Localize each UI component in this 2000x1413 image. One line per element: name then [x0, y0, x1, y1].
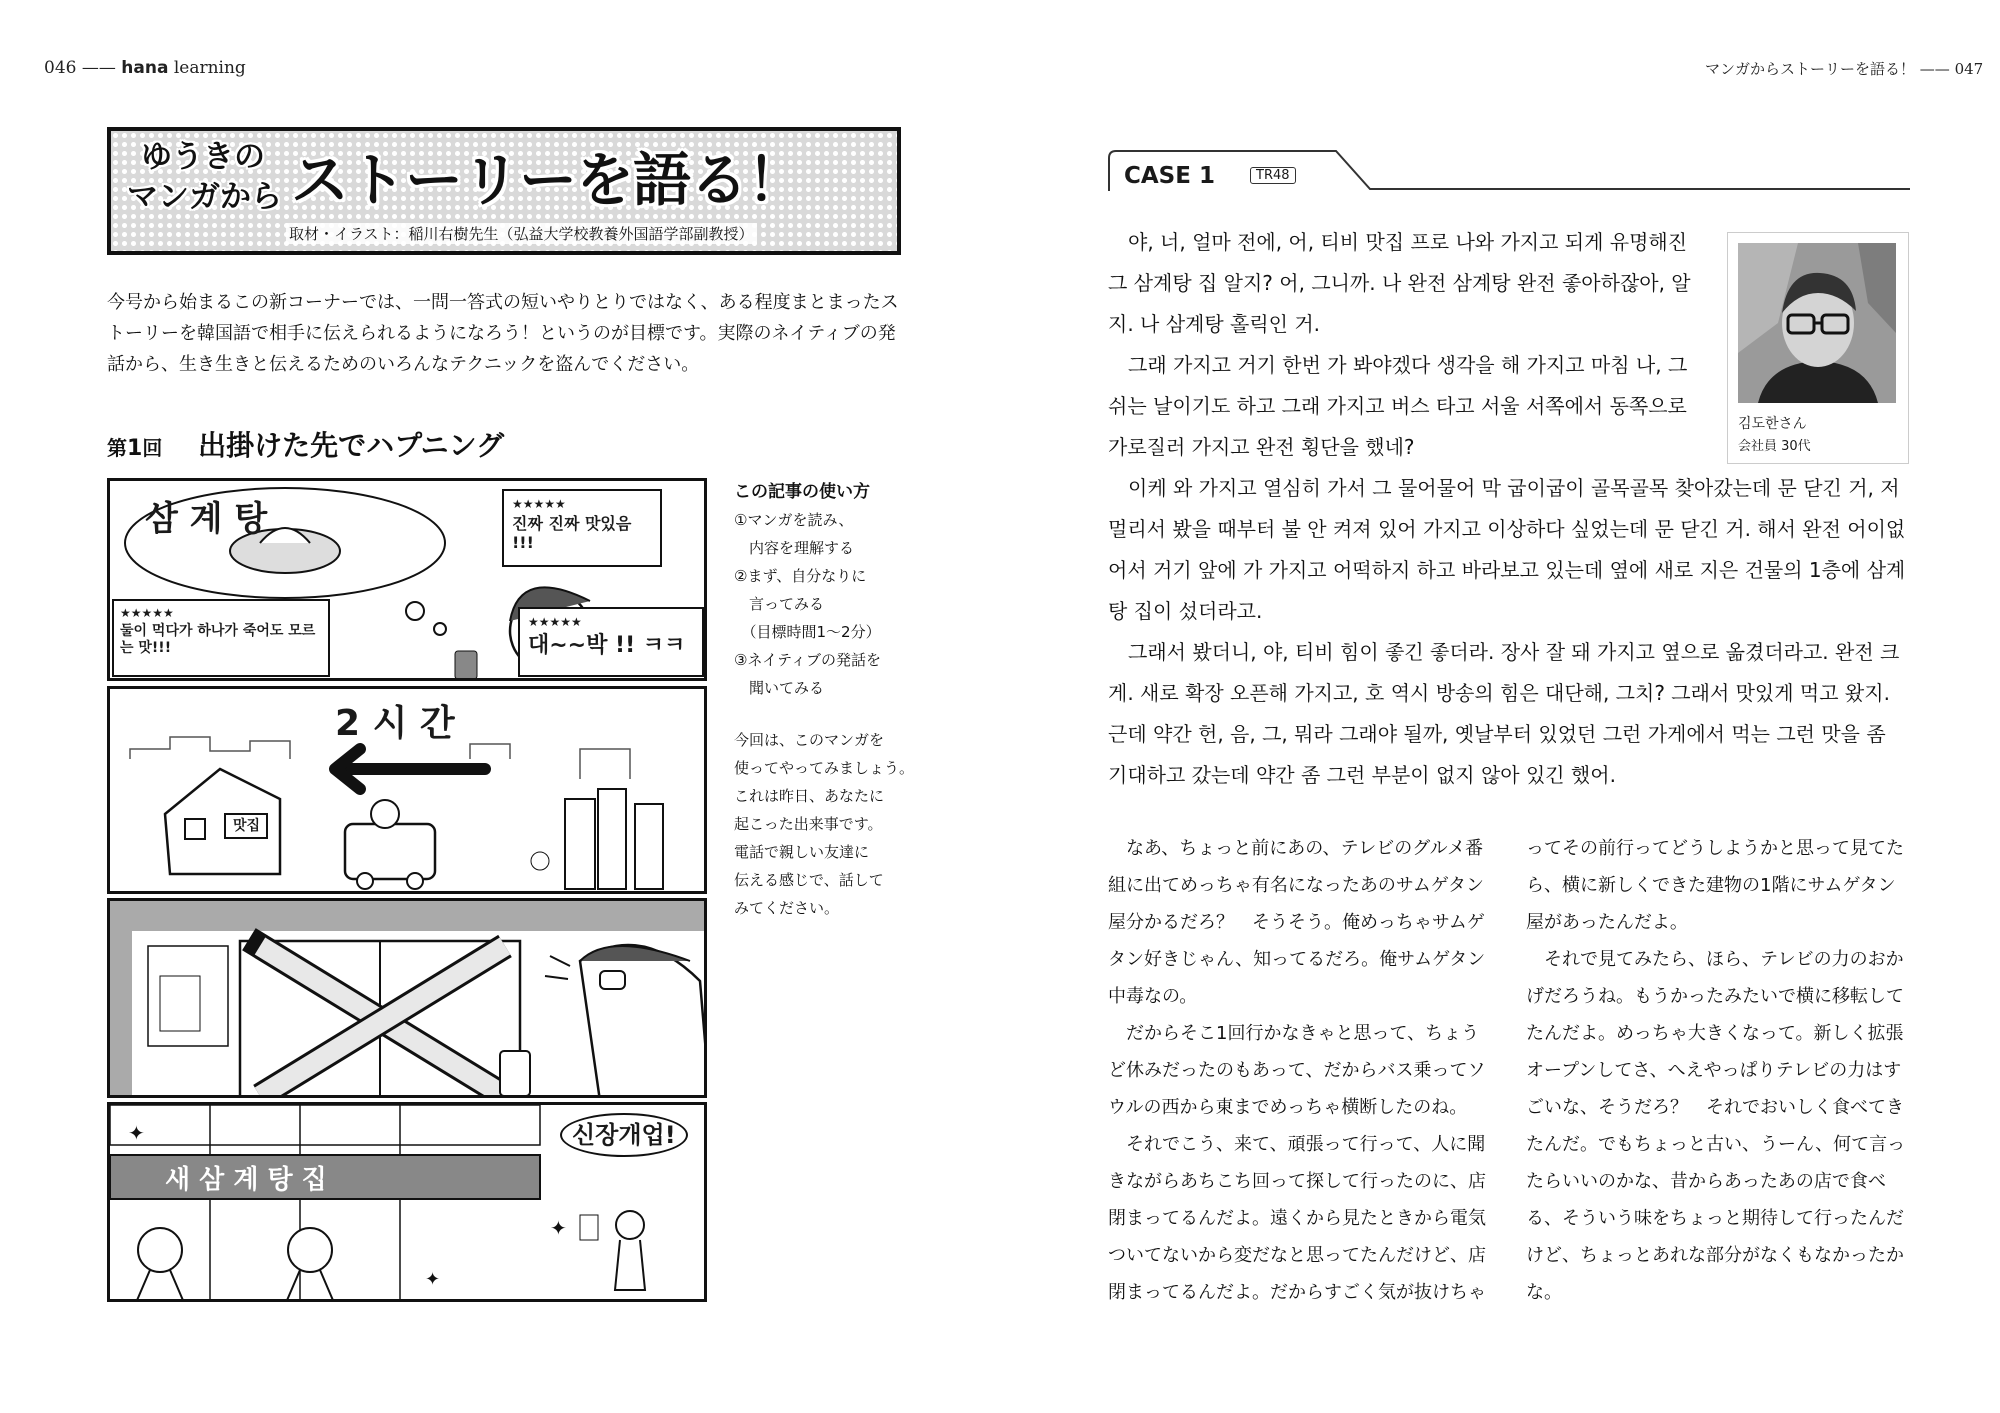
page-number-right: 047 [1954, 60, 1984, 78]
grand-opening-bubble: 신장개업! [560, 1113, 688, 1157]
howto-note-line: 伝える感じで、話して [734, 871, 884, 889]
japanese-paragraph: それでこう、来て、頑張って行って、人に聞きながらあちこち回って探して行ったのに、店閉まってるんだよ。遠くから見たときから電気ついてないから変だなと思ってたんだけど、店閉まってるんだよ。だからすごく気が抜けちゃってその前行ってどうしようかと思って見てたら、横に新しくできた建物の1階にサムゲタン屋があったんだよ。 [1108, 838, 1904, 1303]
right-folio: マンガからストーリーを語る！ —— 047 [1705, 60, 1984, 78]
brand-hana: hana [121, 58, 169, 78]
left-folio: 046 —— hana learning [44, 58, 246, 78]
track-badge: TR48 [1250, 167, 1296, 184]
new-shop-sign: 새 삼 계 탕 집 [165, 1165, 327, 1195]
section-title [107, 424, 504, 464]
restaurant-sign: 맛집 [233, 818, 261, 834]
section-prefix: 第 [107, 436, 127, 460]
howto-note-line: みてください。 [734, 899, 840, 917]
review-bubble-3 [518, 607, 704, 677]
review-stars-2: ★★★★★ [120, 606, 174, 620]
review-stars-1: ★★★★★ [512, 497, 566, 511]
howto-note-line: 電話で親しい友達に [734, 843, 870, 861]
japanese-translation [1108, 830, 1908, 1320]
right-section-name: マンガからストーリーを語る！ [1705, 60, 1916, 78]
speaker-name: 김도한 [1738, 416, 1779, 432]
review-bubble-2 [112, 599, 330, 677]
korean-paragraph: 그래 가지고 거기 한번 가 봐야겠다 생각을 해 가지고 마침 나, 그 쉬는 날이기도 하고 그래 가지고 버스 타고 서울 서쪽에서 동쪽으로 가로질러 가지고 완전 횡단을 했네? [1108, 353, 1688, 459]
howto-step: ②まず、自分なりに [734, 567, 867, 585]
speaker-honorific: さん [1778, 416, 1807, 432]
review-stars-3: ★★★★★ [528, 615, 582, 629]
howto-step: 言ってみる [734, 595, 825, 613]
title-main: ストーリーを語る！ [291, 146, 805, 214]
manga-panel-4 [107, 1102, 707, 1302]
speaker-job: 会社員 30代 [1738, 439, 1811, 454]
svg-text:✦: ✦ [550, 1216, 567, 1240]
brand-learning: learning [173, 58, 246, 78]
review-text-3: 대~~박 !! ㅋㅋ [528, 633, 686, 658]
case-header-rule [1108, 150, 1910, 192]
howto-step: 内容を理解する [734, 539, 855, 557]
howto-note-line: 使ってやってみましょう。 [734, 759, 915, 777]
japanese-paragraph: だからそこ1回行かなきゃと思って、ちょうど休みだったのもあって、だからバス乗ってソウルの西から東までめっちゃ横断したのね。 [1108, 1023, 1486, 1118]
korean-paragraph: 그래서 봤더니, 야, 티비 힘이 좋긴 좋더라. 장사 잘 돼 가지고 옆으로 옮겼더라고. 완전 크게. 새로 확장 오픈해 가지고, 호 역시 방송의 힘은 대단해, 그치? 그래서 맛있게 먹고 왔지. 근데 약간 헌, 음, 그, 뭐라 그래야 될까, 옛날부터 있었던 그런 가게에서 먹는 그런 맛을 좀 기대하고 갔는데 약간 좀 그런 부분이 없지 않아 있긴 했어. [1108, 640, 1900, 787]
section-number: 1 [127, 436, 143, 461]
howto-step: ①マンガを読み、 [734, 511, 854, 529]
svg-text:✦: ✦ [128, 1121, 145, 1145]
manga-panel-1 [107, 478, 707, 681]
korean-paragraph: 야, 너, 얼마 전에, 어, 티비 맛집 프로 나와 가지고 되게 유명해진 그 삼계탕 집 알지? 어, 그니까. 나 완전 삼계탕 완전 좋아하잖아, 알지. 나 삼계탕 홀릭인 거. [1108, 230, 1691, 336]
howto-note-line: 起こった出来事です。 [734, 815, 883, 833]
review-text-1: 진짜 진짜 맛있음 !!! [512, 514, 632, 552]
thought-text: 삼 계 탕 [145, 499, 268, 539]
howto-step: （目標時間1〜2分） [734, 623, 881, 641]
review-bubble-1 [502, 489, 662, 567]
howto-heading: この記事の使い方 [734, 482, 870, 502]
howto-note-line: 今回は、このマンガを [734, 731, 885, 749]
howto-step: ③ネイティブの発話を [734, 651, 881, 669]
manga-panel-2 [107, 686, 707, 894]
svg-text:✦: ✦ [425, 1269, 441, 1290]
intro-text: 今号から始まるこの新コーナーでは、一問一答式の短いやりとりではなく、ある程度まとまったストーリーを韓国語で相手に伝えられるようになろう！というのが目標です。実際のネイティブの発話から、生き生きと伝えるためのいろんなテクニックを盗んでください。 [107, 292, 899, 375]
title-line1: ゆうきの [141, 139, 265, 175]
title-credit: 取材・イラスト：稲川右樹先生（弘益大学校教養外国語学部副教授） [286, 223, 757, 244]
closed-shop-illustration [110, 901, 707, 1098]
korean-transcript [1108, 222, 1908, 796]
title-line2: マンガから [127, 179, 282, 215]
section-heading: 出掛けた先でハプニング [198, 429, 505, 462]
review-text-2: 둘이 먹다가 하나가 죽어도 모르는 맛!!! [120, 623, 316, 656]
title-box [107, 127, 901, 255]
japanese-paragraph: なあ、ちょっと前にあの、テレビのグルメ番組に出てめっちゃ有名になったあのサムゲタン屋分かるだろ？ そうそう。俺めっちゃサムゲタン好きじゃん、知ってるだろ。俺サムゲタン中毒なの。 [1108, 838, 1486, 1007]
manga-panel-3 [107, 898, 707, 1098]
japanese-paragraph: それで見てみたら、ほら、テレビの力のおかげだろうね。もうかったみたいで横に移転してたんだよ。めっちゃ大きくなって。新しく拡張オープンしてさ、へえやっぱりテレビの力はすごいな、そうだろ？ それでおいしく食べてきたんだ。でもちょっと古い、うーん、何て言ったらいいのかな、昔からあったあの店で食べる、そういう味をちょっと期待して行ったんだけど、ちょっとあれな部分がなくもなかったかな。 [1526, 949, 1906, 1303]
howto-sidebar [734, 478, 919, 922]
time-label: 2 시 간 [335, 703, 455, 744]
case-label: CASE 1 [1124, 163, 1215, 189]
howto-note-line: これは昨日、あなたに [734, 787, 885, 805]
howto-step: 聞いてみる [734, 679, 825, 697]
korean-paragraph: 이케 와 가지고 열심히 가서 그 물어물어 막 굽이굽이 골목골목 찾아갔는데 문 닫긴 거, 저 멀리서 봤을 때부터 불 안 켜져 있어 가지고 이상하다 싶었는데 문 닫긴 거. 해서 완전 어이없어서 거기 앞에 가 가지고 어떡하지 하고 바라보고 있는데 옆에 새로 지은 건물의 1층에 삼계탕 집이 섰더라고. [1108, 476, 1906, 623]
section-suffix: 回 [142, 436, 163, 460]
page-number-left: 046 [44, 58, 77, 78]
